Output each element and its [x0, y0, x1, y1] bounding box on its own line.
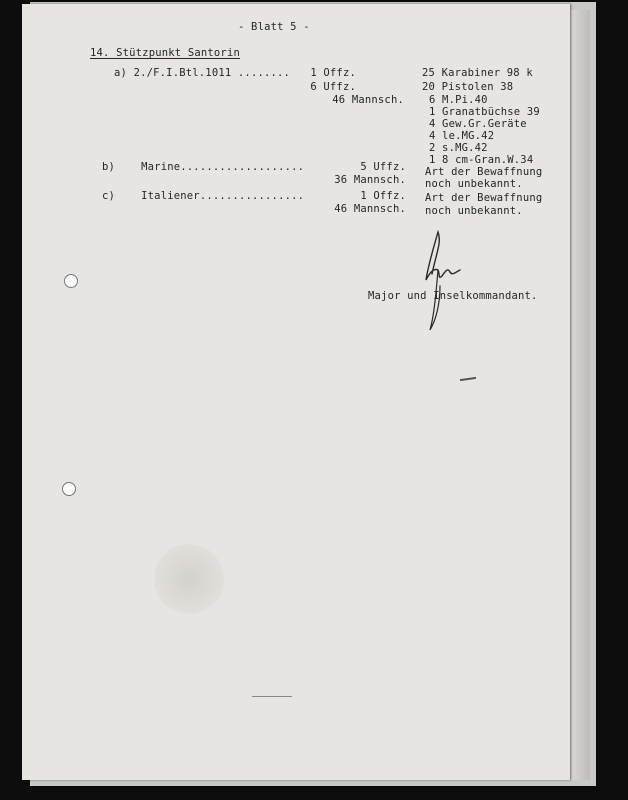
punch-hole	[62, 482, 76, 496]
armament-line: 25 Karabiner 98 k	[422, 67, 533, 79]
signatory-title: Major und Inselkommandant.	[368, 290, 538, 302]
strength-line: 46 Mannsch.	[334, 203, 406, 215]
paper-stain	[154, 544, 224, 614]
armament-line: noch unbekannt.	[425, 205, 523, 217]
armament-line: Art der Bewaffnung	[425, 166, 543, 178]
armament-line: 20 Pistolen 38	[422, 81, 514, 93]
page-edge	[570, 10, 590, 780]
armament-line: 1 8 cm-Gran.W.34	[429, 154, 534, 166]
punch-hole	[64, 274, 78, 288]
strength-line: 1 Offz.	[310, 67, 356, 79]
ink-mark	[460, 377, 476, 381]
section-title: 14. Stützpunkt Santorin	[90, 47, 240, 59]
armament-line: 2 s.MG.42	[429, 142, 488, 154]
document-page	[22, 4, 570, 780]
armament-line: noch unbekannt.	[425, 178, 523, 190]
unit-label: a) 2./F.I.Btl.1011 ........	[114, 67, 291, 79]
handwritten-signature	[414, 224, 474, 336]
armament-line: 6 M.Pi.40	[429, 94, 488, 106]
strength-line: 46 Mannsch.	[332, 94, 404, 106]
page-header: - Blatt 5 -	[238, 21, 310, 33]
strength-line: 36 Mannsch.	[334, 174, 406, 186]
strength-line: 6 Uffz.	[310, 81, 356, 93]
strength-line: 5 Uffz.	[360, 161, 406, 173]
strength-line: 1 Offz.	[360, 190, 406, 202]
unit-label: c) Italiener................	[102, 190, 305, 202]
armament-line: 4 Gew.Gr.Geräte	[429, 118, 527, 130]
ink-mark	[252, 696, 292, 697]
unit-label: b) Marine...................	[102, 161, 305, 173]
armament-line: 1 Granatbüchse 39	[429, 106, 540, 118]
armament-line: 4 le.MG.42	[429, 130, 495, 142]
armament-line: Art der Bewaffnung	[425, 192, 543, 204]
